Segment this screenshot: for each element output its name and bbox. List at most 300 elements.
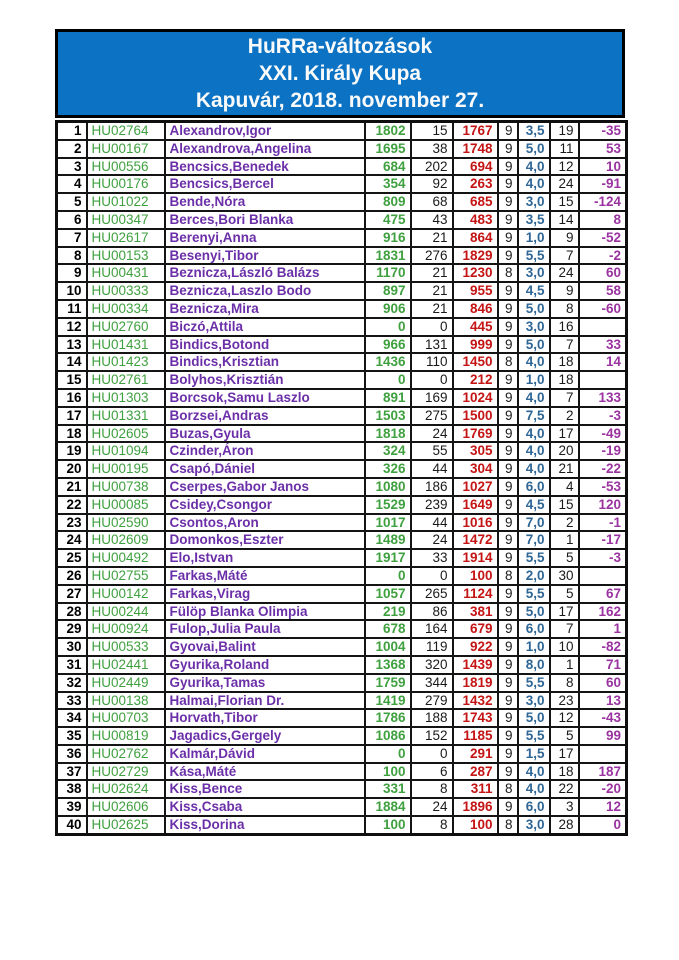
cell-change: 12 bbox=[579, 798, 627, 816]
cell-games: 9 bbox=[498, 585, 518, 603]
cell-rating_new: 1124 bbox=[453, 585, 498, 603]
cell-perf_k: 33 bbox=[411, 549, 453, 567]
cell-rating_new: 694 bbox=[453, 158, 498, 176]
cell-games: 9 bbox=[498, 442, 518, 460]
cell-rank: 23 bbox=[57, 514, 87, 532]
cell-perf_k: 119 bbox=[411, 638, 453, 656]
cell-rating_new: 1896 bbox=[453, 798, 498, 816]
cell-rank: 22 bbox=[57, 496, 87, 514]
cell-games: 9 bbox=[498, 425, 518, 443]
cell-rating_old: 0 bbox=[365, 745, 411, 763]
cell-rank: 24 bbox=[57, 531, 87, 549]
cell-change bbox=[579, 371, 627, 389]
cell-rating_new: 955 bbox=[453, 282, 498, 300]
cell-points: 6,0 bbox=[518, 620, 550, 638]
cell-rank: 39 bbox=[57, 798, 87, 816]
cell-rank: 28 bbox=[57, 603, 87, 621]
cell-name: Csapó,Dániel bbox=[165, 460, 365, 478]
cell-rating_old: 906 bbox=[365, 300, 411, 318]
table-row bbox=[57, 638, 627, 656]
cell-games: 9 bbox=[498, 122, 518, 140]
cell-points: 4,5 bbox=[518, 496, 550, 514]
cell-name: Kiss,Bence bbox=[165, 780, 365, 798]
cell-games: 9 bbox=[498, 300, 518, 318]
cell-id: HU02441 bbox=[87, 656, 165, 674]
cell-points: 1,0 bbox=[518, 638, 550, 656]
cell-rating_old: 1786 bbox=[365, 709, 411, 727]
table-row bbox=[57, 282, 627, 300]
cell-change: -124 bbox=[579, 193, 627, 211]
cell-id: HU02624 bbox=[87, 780, 165, 798]
cell-games: 9 bbox=[498, 211, 518, 229]
cell-id: HU00142 bbox=[87, 585, 165, 603]
cell-name: Fülöp Blanka Olimpia bbox=[165, 603, 365, 621]
cell-rank: 3 bbox=[57, 158, 87, 176]
cell-points: 5,5 bbox=[518, 674, 550, 692]
cell-rating_new: 311 bbox=[453, 780, 498, 798]
cell-rating_new: 1819 bbox=[453, 674, 498, 692]
cell-games: 9 bbox=[498, 407, 518, 425]
cell-rating_old: 324 bbox=[365, 442, 411, 460]
cell-name: Bindics,Botond bbox=[165, 336, 365, 354]
cell-rating_old: 1818 bbox=[365, 425, 411, 443]
cell-points: 8,0 bbox=[518, 656, 550, 674]
cell-rank: 31 bbox=[57, 656, 87, 674]
cell-place: 5 bbox=[550, 585, 579, 603]
cell-rating_new: 1016 bbox=[453, 514, 498, 532]
cell-points: 3,5 bbox=[518, 122, 550, 140]
cell-name: Kiss,Csaba bbox=[165, 798, 365, 816]
cell-rank: 17 bbox=[57, 407, 87, 425]
cell-rating_new: 1743 bbox=[453, 709, 498, 727]
cell-perf_k: 110 bbox=[411, 353, 453, 371]
cell-perf_k: 344 bbox=[411, 674, 453, 692]
cell-rating_new: 999 bbox=[453, 336, 498, 354]
cell-rating_old: 1080 bbox=[365, 478, 411, 496]
cell-rating_new: 1230 bbox=[453, 264, 498, 282]
cell-name: Beznicza,Laszlo Bodo bbox=[165, 282, 365, 300]
cell-rating_new: 291 bbox=[453, 745, 498, 763]
cell-place: 18 bbox=[550, 371, 579, 389]
cell-rank: 6 bbox=[57, 211, 87, 229]
cell-rank: 16 bbox=[57, 389, 87, 407]
cell-id: HU00195 bbox=[87, 460, 165, 478]
cell-rating_old: 1436 bbox=[365, 353, 411, 371]
table-row bbox=[57, 745, 627, 763]
cell-points: 4,0 bbox=[518, 158, 550, 176]
table-row bbox=[57, 175, 627, 193]
cell-rating_new: 864 bbox=[453, 229, 498, 247]
cell-rating_new: 1472 bbox=[453, 531, 498, 549]
cell-points: 5,0 bbox=[518, 336, 550, 354]
cell-rating_old: 100 bbox=[365, 763, 411, 781]
cell-perf_k: 15 bbox=[411, 122, 453, 140]
cell-rank: 19 bbox=[57, 442, 87, 460]
cell-change: 67 bbox=[579, 585, 627, 603]
cell-perf_k: 21 bbox=[411, 264, 453, 282]
table-row bbox=[57, 140, 627, 158]
cell-place: 5 bbox=[550, 727, 579, 745]
cell-rating_old: 1503 bbox=[365, 407, 411, 425]
cell-perf_k: 202 bbox=[411, 158, 453, 176]
cell-name: Buzas,Gyula bbox=[165, 425, 365, 443]
cell-rank: 4 bbox=[57, 175, 87, 193]
table-row bbox=[57, 460, 627, 478]
cell-rating_old: 897 bbox=[365, 282, 411, 300]
cell-rating_old: 916 bbox=[365, 229, 411, 247]
cell-rating_new: 846 bbox=[453, 300, 498, 318]
cell-place: 18 bbox=[550, 353, 579, 371]
cell-change: 187 bbox=[579, 763, 627, 781]
cell-id: HU00176 bbox=[87, 175, 165, 193]
cell-name: Farkas,Virag bbox=[165, 585, 365, 603]
cell-points: 5,5 bbox=[518, 727, 550, 745]
table-row bbox=[57, 158, 627, 176]
cell-name: Gyurika,Tamas bbox=[165, 674, 365, 692]
cell-games: 8 bbox=[498, 567, 518, 585]
cell-change: -20 bbox=[579, 780, 627, 798]
cell-points: 5,5 bbox=[518, 549, 550, 567]
cell-name: Bende,Nóra bbox=[165, 193, 365, 211]
cell-rating_new: 287 bbox=[453, 763, 498, 781]
cell-name: Elo,Istvan bbox=[165, 549, 365, 567]
cell-games: 9 bbox=[498, 549, 518, 567]
title-line-2: XXI. Király Kupa bbox=[258, 62, 422, 85]
cell-name: Berenyi,Anna bbox=[165, 229, 365, 247]
cell-games: 9 bbox=[498, 496, 518, 514]
cell-place: 2 bbox=[550, 407, 579, 425]
cell-perf_k: 0 bbox=[411, 745, 453, 763]
cell-change: 162 bbox=[579, 603, 627, 621]
cell-id: HU00924 bbox=[87, 620, 165, 638]
cell-id: HU00556 bbox=[87, 158, 165, 176]
table-row bbox=[57, 211, 627, 229]
table-row bbox=[57, 425, 627, 443]
cell-games: 9 bbox=[498, 620, 518, 638]
table-row bbox=[57, 603, 627, 621]
cell-place: 17 bbox=[550, 425, 579, 443]
cell-place: 21 bbox=[550, 460, 579, 478]
cell-place: 16 bbox=[550, 318, 579, 336]
cell-change: 14 bbox=[579, 353, 627, 371]
cell-id: HU01094 bbox=[87, 442, 165, 460]
cell-id: HU00334 bbox=[87, 300, 165, 318]
table-row bbox=[57, 496, 627, 514]
cell-id: HU00738 bbox=[87, 478, 165, 496]
cell-id: HU00533 bbox=[87, 638, 165, 656]
cell-change bbox=[579, 567, 627, 585]
cell-place: 17 bbox=[550, 745, 579, 763]
table-row bbox=[57, 656, 627, 674]
cell-rating_new: 483 bbox=[453, 211, 498, 229]
cell-games: 9 bbox=[498, 674, 518, 692]
cell-games: 9 bbox=[498, 727, 518, 745]
cell-games: 9 bbox=[498, 745, 518, 763]
cell-perf_k: 239 bbox=[411, 496, 453, 514]
cell-rank: 7 bbox=[57, 229, 87, 247]
cell-games: 8 bbox=[498, 264, 518, 282]
cell-perf_k: 24 bbox=[411, 798, 453, 816]
table-row bbox=[57, 780, 627, 798]
cell-change: -60 bbox=[579, 300, 627, 318]
cell-games: 9 bbox=[498, 318, 518, 336]
cell-perf_k: 86 bbox=[411, 603, 453, 621]
cell-perf_k: 0 bbox=[411, 567, 453, 585]
cell-place: 7 bbox=[550, 336, 579, 354]
cell-change: -91 bbox=[579, 175, 627, 193]
cell-games: 9 bbox=[498, 229, 518, 247]
cell-place: 5 bbox=[550, 549, 579, 567]
cell-rank: 29 bbox=[57, 620, 87, 638]
table-row bbox=[57, 371, 627, 389]
cell-id: HU00244 bbox=[87, 603, 165, 621]
cell-place: 12 bbox=[550, 709, 579, 727]
cell-place: 8 bbox=[550, 674, 579, 692]
cell-perf_k: 169 bbox=[411, 389, 453, 407]
cell-games: 9 bbox=[498, 638, 518, 656]
cell-points: 5,0 bbox=[518, 709, 550, 727]
cell-change: -35 bbox=[579, 122, 627, 140]
cell-change: 0 bbox=[579, 816, 627, 834]
cell-rank: 9 bbox=[57, 264, 87, 282]
cell-perf_k: 188 bbox=[411, 709, 453, 727]
cell-id: HU02606 bbox=[87, 798, 165, 816]
cell-rating_old: 354 bbox=[365, 175, 411, 193]
cell-rating_old: 0 bbox=[365, 371, 411, 389]
cell-rating_new: 1769 bbox=[453, 425, 498, 443]
cell-name: Biczó,Attila bbox=[165, 318, 365, 336]
cell-change: 120 bbox=[579, 496, 627, 514]
cell-rating_old: 1884 bbox=[365, 798, 411, 816]
cell-games: 9 bbox=[498, 193, 518, 211]
table-row bbox=[57, 247, 627, 265]
table-row bbox=[57, 264, 627, 282]
cell-points: 5,5 bbox=[518, 247, 550, 265]
cell-name: Cserpes,Gabor Janos bbox=[165, 478, 365, 496]
table-row bbox=[57, 585, 627, 603]
cell-rating_old: 1368 bbox=[365, 656, 411, 674]
cell-id: HU02609 bbox=[87, 531, 165, 549]
cell-name: Farkas,Máté bbox=[165, 567, 365, 585]
cell-place: 30 bbox=[550, 567, 579, 585]
cell-id: HU02590 bbox=[87, 514, 165, 532]
cell-name: Bindics,Krisztian bbox=[165, 353, 365, 371]
cell-rating_new: 212 bbox=[453, 371, 498, 389]
cell-change: -3 bbox=[579, 549, 627, 567]
cell-place: 11 bbox=[550, 140, 579, 158]
cell-rating_new: 1767 bbox=[453, 122, 498, 140]
cell-place: 7 bbox=[550, 389, 579, 407]
cell-games: 9 bbox=[498, 709, 518, 727]
cell-id: HU01431 bbox=[87, 336, 165, 354]
cell-change bbox=[579, 318, 627, 336]
cell-perf_k: 38 bbox=[411, 140, 453, 158]
cell-rank: 37 bbox=[57, 763, 87, 781]
cell-games: 9 bbox=[498, 656, 518, 674]
cell-place: 12 bbox=[550, 158, 579, 176]
cell-points: 6,0 bbox=[518, 798, 550, 816]
table-row bbox=[57, 229, 627, 247]
cell-name: Kalmár,Dávid bbox=[165, 745, 365, 763]
table-row bbox=[57, 478, 627, 496]
cell-place: 1 bbox=[550, 656, 579, 674]
table-row bbox=[57, 318, 627, 336]
cell-rating_old: 1057 bbox=[365, 585, 411, 603]
cell-id: HU01423 bbox=[87, 353, 165, 371]
cell-name: Kiss,Dorina bbox=[165, 816, 365, 834]
cell-points: 4,5 bbox=[518, 282, 550, 300]
cell-perf_k: 21 bbox=[411, 229, 453, 247]
table-row bbox=[57, 122, 627, 140]
cell-id: HU00333 bbox=[87, 282, 165, 300]
cell-points: 3,0 bbox=[518, 193, 550, 211]
cell-rank: 35 bbox=[57, 727, 87, 745]
cell-points: 4,0 bbox=[518, 780, 550, 798]
cell-points: 3,5 bbox=[518, 211, 550, 229]
cell-rating_old: 0 bbox=[365, 318, 411, 336]
cell-place: 2 bbox=[550, 514, 579, 532]
cell-change: 1 bbox=[579, 620, 627, 638]
cell-rating_old: 966 bbox=[365, 336, 411, 354]
cell-id: HU02762 bbox=[87, 745, 165, 763]
cell-name: Fulop,Julia Paula bbox=[165, 620, 365, 638]
cell-rank: 33 bbox=[57, 692, 87, 710]
cell-games: 9 bbox=[498, 763, 518, 781]
cell-id: HU02764 bbox=[87, 122, 165, 140]
cell-points: 4,0 bbox=[518, 175, 550, 193]
cell-perf_k: 6 bbox=[411, 763, 453, 781]
cell-rank: 8 bbox=[57, 247, 87, 265]
cell-rating_new: 1439 bbox=[453, 656, 498, 674]
cell-rating_new: 679 bbox=[453, 620, 498, 638]
cell-change: -19 bbox=[579, 442, 627, 460]
cell-points: 3,0 bbox=[518, 692, 550, 710]
cell-games: 9 bbox=[498, 158, 518, 176]
cell-change: 99 bbox=[579, 727, 627, 745]
cell-rank: 5 bbox=[57, 193, 87, 211]
cell-id: HU01022 bbox=[87, 193, 165, 211]
cell-rank: 2 bbox=[57, 140, 87, 158]
cell-rating_new: 100 bbox=[453, 816, 498, 834]
cell-name: Csontos,Aron bbox=[165, 514, 365, 532]
cell-rank: 15 bbox=[57, 371, 87, 389]
cell-id: HU00138 bbox=[87, 692, 165, 710]
cell-name: Gyurika,Roland bbox=[165, 656, 365, 674]
cell-points: 4,0 bbox=[518, 425, 550, 443]
cell-id: HU00347 bbox=[87, 211, 165, 229]
cell-rating_old: 0 bbox=[365, 567, 411, 585]
cell-games: 9 bbox=[498, 478, 518, 496]
cell-games: 9 bbox=[498, 282, 518, 300]
cell-points: 5,5 bbox=[518, 585, 550, 603]
title-line-3: Kapuvár, 2018. november 27. bbox=[195, 89, 485, 112]
cell-rating_new: 1027 bbox=[453, 478, 498, 496]
cell-points: 1,5 bbox=[518, 745, 550, 763]
cell-change: 133 bbox=[579, 389, 627, 407]
cell-change: -52 bbox=[579, 229, 627, 247]
cell-points: 4,0 bbox=[518, 353, 550, 371]
cell-games: 8 bbox=[498, 816, 518, 834]
cell-rank: 1 bbox=[57, 122, 87, 140]
cell-rating_new: 1024 bbox=[453, 389, 498, 407]
cell-id: HU00819 bbox=[87, 727, 165, 745]
cell-points: 2,0 bbox=[518, 567, 550, 585]
cell-name: Gyovai,Balint bbox=[165, 638, 365, 656]
cell-rank: 34 bbox=[57, 709, 87, 727]
cell-name: Alexandrov,Igor bbox=[165, 122, 365, 140]
table-row bbox=[57, 692, 627, 710]
cell-id: HU01331 bbox=[87, 407, 165, 425]
cell-rating_new: 922 bbox=[453, 638, 498, 656]
cell-rating_old: 331 bbox=[365, 780, 411, 798]
cell-rating_old: 1004 bbox=[365, 638, 411, 656]
cell-games: 9 bbox=[498, 603, 518, 621]
cell-change: 58 bbox=[579, 282, 627, 300]
cell-name: Bencsics,Bercel bbox=[165, 175, 365, 193]
cell-points: 6,0 bbox=[518, 478, 550, 496]
cell-change: 33 bbox=[579, 336, 627, 354]
cell-rating_new: 305 bbox=[453, 442, 498, 460]
cell-rating_old: 100 bbox=[365, 816, 411, 834]
cell-name: Horvath,Tibor bbox=[165, 709, 365, 727]
cell-rank: 13 bbox=[57, 336, 87, 354]
cell-points: 3,0 bbox=[518, 318, 550, 336]
cell-rank: 32 bbox=[57, 674, 87, 692]
cell-change: -43 bbox=[579, 709, 627, 727]
cell-rank: 20 bbox=[57, 460, 87, 478]
cell-perf_k: 44 bbox=[411, 514, 453, 532]
cell-place: 10 bbox=[550, 638, 579, 656]
table-row bbox=[57, 763, 627, 781]
cell-rating_old: 1831 bbox=[365, 247, 411, 265]
table-row bbox=[57, 514, 627, 532]
cell-place: 23 bbox=[550, 692, 579, 710]
results-table-body bbox=[57, 122, 627, 835]
cell-games: 9 bbox=[498, 140, 518, 158]
table-row bbox=[57, 620, 627, 638]
cell-rank: 30 bbox=[57, 638, 87, 656]
cell-name: Csidey,Csongor bbox=[165, 496, 365, 514]
cell-rating_old: 1917 bbox=[365, 549, 411, 567]
cell-games: 9 bbox=[498, 175, 518, 193]
cell-rating_old: 1170 bbox=[365, 264, 411, 282]
cell-place: 28 bbox=[550, 816, 579, 834]
cell-games: 8 bbox=[498, 780, 518, 798]
cell-change: -49 bbox=[579, 425, 627, 443]
cell-place: 15 bbox=[550, 496, 579, 514]
cell-place: 4 bbox=[550, 478, 579, 496]
cell-perf_k: 44 bbox=[411, 460, 453, 478]
cell-name: Beznicza,László Balázs bbox=[165, 264, 365, 282]
cell-rating_old: 1759 bbox=[365, 674, 411, 692]
cell-perf_k: 0 bbox=[411, 371, 453, 389]
cell-perf_k: 0 bbox=[411, 318, 453, 336]
cell-name: Halmai,Florian Dr. bbox=[165, 692, 365, 710]
cell-points: 4,0 bbox=[518, 389, 550, 407]
cell-name: Alexandrova,Angelina bbox=[165, 140, 365, 158]
table-row bbox=[57, 336, 627, 354]
cell-points: 1,0 bbox=[518, 229, 550, 247]
cell-rank: 11 bbox=[57, 300, 87, 318]
cell-id: HU02755 bbox=[87, 567, 165, 585]
table-row bbox=[57, 567, 627, 585]
cell-id: HU02625 bbox=[87, 816, 165, 834]
cell-perf_k: 186 bbox=[411, 478, 453, 496]
cell-games: 9 bbox=[498, 336, 518, 354]
cell-place: 7 bbox=[550, 247, 579, 265]
cell-change: -17 bbox=[579, 531, 627, 549]
cell-name: Jagadics,Gergely bbox=[165, 727, 365, 745]
